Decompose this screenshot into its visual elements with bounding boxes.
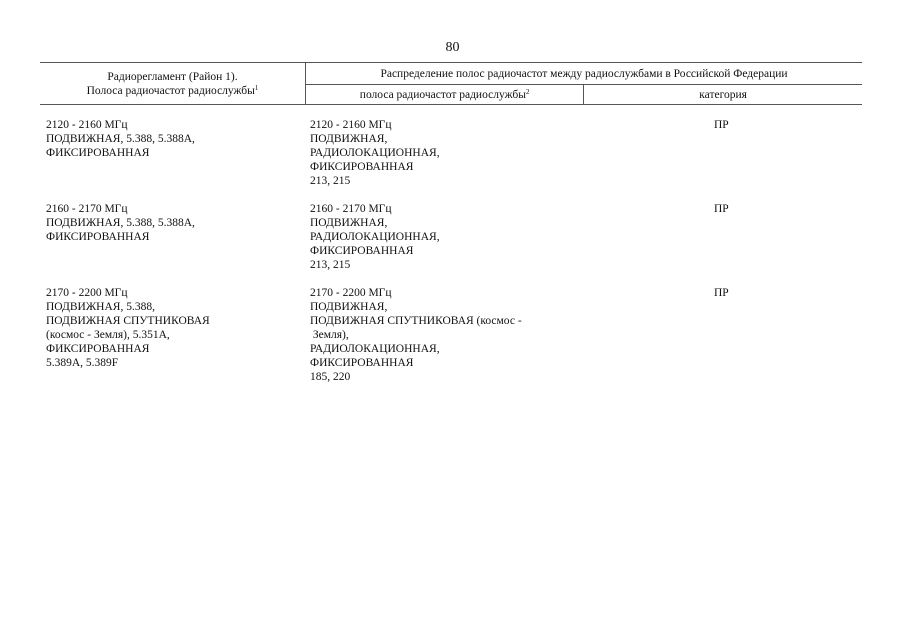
cell-line: ФИКСИРОВАННАЯ [310,245,414,257]
header-rf-band-text: полоса радиочастот радиослужбы [359,88,526,101]
header-category: категория [584,85,862,105]
cell-line: 2170 - 2200 МГц [310,287,392,299]
cell-line: ФИКСИРОВАННАЯ [310,357,414,369]
cell-line: ПОДВИЖНАЯ, 5.388, 5.388A, [46,133,195,145]
rf-band-cell [310,118,440,188]
cell-line: 5.389A, 5.389F [46,357,119,369]
table-header [40,62,862,105]
header-col1-line2 [40,84,305,98]
footnote-ref-2: 2 [525,87,530,96]
cell-line: 213, 215 [310,259,351,271]
rf-band-cell [310,286,522,384]
cell-line: Земля), [310,329,349,341]
cell-line: ПОДВИЖНАЯ, [310,133,388,145]
header-col1-line1: Радиорегламент (Район 1). [107,70,238,83]
page-number: 80 [445,40,460,55]
header-radio-regulations [40,63,306,105]
cell-line: ПОДВИЖНАЯ СПУТНИКОВАЯ (космос - [310,315,522,327]
cell-line: 2120 - 2160 МГц [310,119,392,131]
cell-line: 185, 220 [310,371,351,383]
cell-line: РАДИОЛОКАЦИОННАЯ, [310,343,440,355]
cell-line: ПОДВИЖНАЯ, 5.388, 5.388A, [46,217,195,229]
cell-line: 2170 - 2200 МГц [46,287,128,299]
cell-line: (космос - Земля), 5.351A, [46,329,170,341]
rf-band-cell [310,202,440,272]
cell-line: ПОДВИЖНАЯ, 5.388, [46,301,155,313]
cell-line: 2160 - 2170 МГц [46,203,128,215]
cell-line: ФИКСИРОВАННАЯ [46,343,150,355]
cell-line: 2120 - 2160 МГц [46,119,128,131]
radio-regulations-cell [46,118,195,160]
radio-regulations-cell [46,286,210,370]
cell-line: ПР [714,119,729,131]
cell-line: ПОДВИЖНАЯ СПУТНИКОВАЯ [46,315,210,327]
category-cell [714,118,738,132]
category-cell [714,286,738,300]
category-cell [714,202,738,216]
cell-line: ФИКСИРОВАННАЯ [310,161,414,173]
radio-regulations-cell [46,202,195,244]
footnote-ref-1: 1 [254,83,259,92]
header-col1-line2-text: Полоса радиочастот радиослужбы [86,84,255,97]
header-rf-band [306,85,584,105]
cell-line: 213, 215 [310,175,351,187]
cell-line: ПОДВИЖНАЯ, [310,301,388,313]
cell-line: РАДИОЛОКАЦИОННАЯ, [310,231,440,243]
cell-line: РАДИОЛОКАЦИОННАЯ, [310,147,440,159]
header-rf-allocation: Распределение полос радиочастот между радиослужбами в Российской Федерации [306,63,863,85]
cell-line: 2160 - 2170 МГц [310,203,392,215]
cell-line: ПР [714,203,729,215]
cell-line: ПР [714,287,729,299]
cell-line: ФИКСИРОВАННАЯ [46,231,150,243]
cell-line: ФИКСИРОВАННАЯ [46,147,150,159]
cell-line: ПОДВИЖНАЯ, [310,217,388,229]
